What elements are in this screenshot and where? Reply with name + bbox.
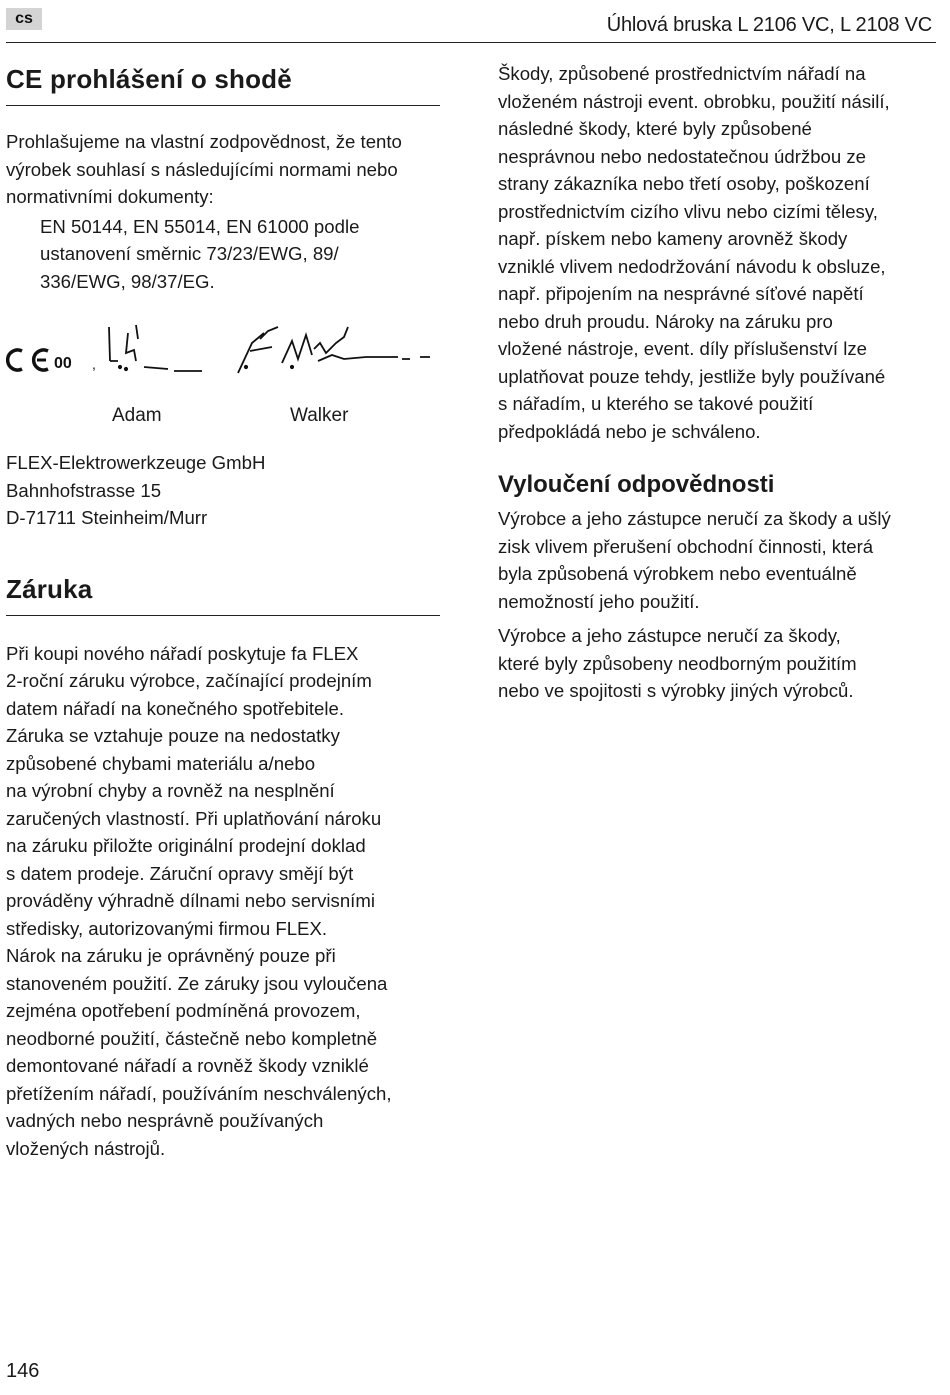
text-line: zaručených vlastností. Při uplatňování nároku — [6, 807, 382, 829]
text-line: 2-roční záruku výrobce, začínající prodejním — [6, 670, 372, 691]
text-line: neodborné použití, částečně nebo kompletně — [6, 1027, 378, 1049]
text-line: prostřednictvím cizího vlivu nebo cizími tělesy, — [498, 200, 878, 222]
text-line: středisky, autorizovanými firmou FLEX. — [6, 917, 328, 939]
text-line: nebo ve spojitosti s výrobky jiných výrobců. — [498, 680, 854, 701]
language-badge: cs — [6, 8, 42, 30]
ce-intro-paragraph — [6, 128, 440, 211]
warranty-paragraph — [6, 640, 440, 1163]
text-line: přetížením nářadí, používáním neschválených, — [6, 1082, 392, 1104]
page-number: 146 — [6, 1360, 40, 1382]
text-line: Při koupi nového nářadí poskytuje fa FLEX — [6, 642, 359, 664]
company-address — [6, 449, 440, 532]
text-line: Výrobce a jeho zástupce neručí za škody, — [498, 625, 841, 646]
signature-adam — [109, 325, 202, 371]
ce-declaration-heading: CE prohlášení o shodě — [6, 60, 440, 106]
text-line: vadných nebo nesprávně používaných — [6, 1110, 324, 1131]
signature-graphics — [6, 303, 440, 403]
text-line: vloženém nástroji event. obrobku, použití násilí, — [498, 90, 890, 112]
text-line: nebo druh proudu. Nároky na záruku pro — [498, 310, 833, 332]
liability-heading: Vyloučení odpovědnosti — [498, 471, 775, 498]
text-line: s nářadím, u kterého se takové použití — [498, 393, 814, 414]
text-line: uplatňovat pouze tehdy, jestliže byly používané — [498, 365, 886, 387]
text-line: na záruku přiložte originální prodejní doklad — [6, 835, 366, 856]
text-line: datem nářadí na konečného spotřebitele. — [6, 697, 345, 719]
liability-paragraph-2 — [498, 622, 938, 705]
address-line: Bahnhofstrasse 15 — [6, 479, 162, 501]
signatory-walker: Walker — [290, 405, 349, 426]
svg-text:,: , — [92, 356, 96, 372]
text-line: zejména opotřebení podmíněná provozem, — [6, 1000, 361, 1021]
text-line: strany zákazníka nebo třetí osoby, poškození — [498, 173, 870, 194]
header-divider — [6, 42, 936, 43]
text-line: např. pískem nebo kameny arovněž škody — [498, 228, 848, 249]
address-line: D-71711 Steinheim/Murr — [6, 507, 208, 528]
text-line: Prohlašujeme na vlastní zodpovědnost, že tento — [6, 131, 402, 152]
text-line: např. připojením na nesprávné síťové napětí — [498, 283, 864, 304]
right-column — [498, 60, 938, 705]
text-line: nesprávnou nebo nedostatečnou údržbou ze — [498, 145, 867, 167]
text-line: Nárok na záruku je oprávněný pouze při — [6, 945, 336, 966]
signatory-adam: Adam — [112, 405, 162, 426]
text-line: vložené nástroje, event. díly příslušenství lze — [498, 338, 867, 359]
norms-paragraph — [6, 213, 440, 296]
text-line: předpokládá nebo je schváleno. — [498, 420, 761, 442]
ce-mark — [8, 350, 96, 372]
text-line: normativními dokumenty: — [6, 186, 214, 207]
text-line: 336/EWG, 98/37/EG. — [40, 270, 215, 292]
signature-block — [6, 303, 440, 427]
text-line: výrobek souhlasí s následujícími normami nebo — [6, 158, 398, 180]
text-line: následné škody, které byly způsobené — [498, 118, 812, 139]
text-line: zisk vlivem přerušení obchodní činnosti, která — [498, 535, 874, 557]
text-line: EN 50144, EN 55014, EN 61000 podle — [40, 215, 360, 237]
text-line: nemožností jeho použití. — [498, 590, 700, 612]
address-line: FLEX-Elektrowerkzeuge GmbH — [6, 452, 266, 473]
text-line: Záruka se vztahuje pouze na nedostatky — [6, 725, 340, 746]
warranty-heading: Záruka — [6, 570, 440, 616]
text-line: stanoveném použití. Ze záruky jsou vyloučena — [6, 972, 388, 994]
signature-walker — [238, 327, 430, 373]
text-line: vzniklé vlivem nedodržování návodu k obsluze, — [498, 255, 886, 277]
liability-paragraph-1 — [498, 505, 938, 615]
document-title: Úhlová bruska L 2106 VC, L 2108 VC — [606, 14, 932, 36]
text-line: na výrobní chyby a rovněž na nesplnění — [6, 780, 335, 801]
text-line: ustanovení směrnic 73/23/EWG, 89/ — [40, 243, 339, 264]
text-line: s datem prodeje. Záruční opravy smějí být — [6, 862, 354, 884]
text-line: které byly způsobeny neodborným použitím — [498, 652, 857, 674]
text-line: vložených nástrojů. — [6, 1137, 166, 1159]
left-column — [6, 60, 440, 1162]
ce-year: 00 — [54, 355, 72, 372]
text-line: demontované nářadí a rovněž škody vzniklé — [6, 1055, 369, 1076]
text-line: Výrobce a jeho zástupce neručí za škody a ušlý — [498, 508, 891, 529]
text-line: způsobené chybami materiálu a/nebo — [6, 752, 316, 774]
text-line: prováděny výhradně dílnami nebo servisními — [6, 890, 375, 911]
text-line: byla způsobená výrobkem nebo eventuálně — [498, 563, 857, 584]
warranty-continuation-paragraph — [498, 60, 938, 445]
text-line: Škody, způsobené prostřednictvím nářadí na — [498, 63, 866, 84]
